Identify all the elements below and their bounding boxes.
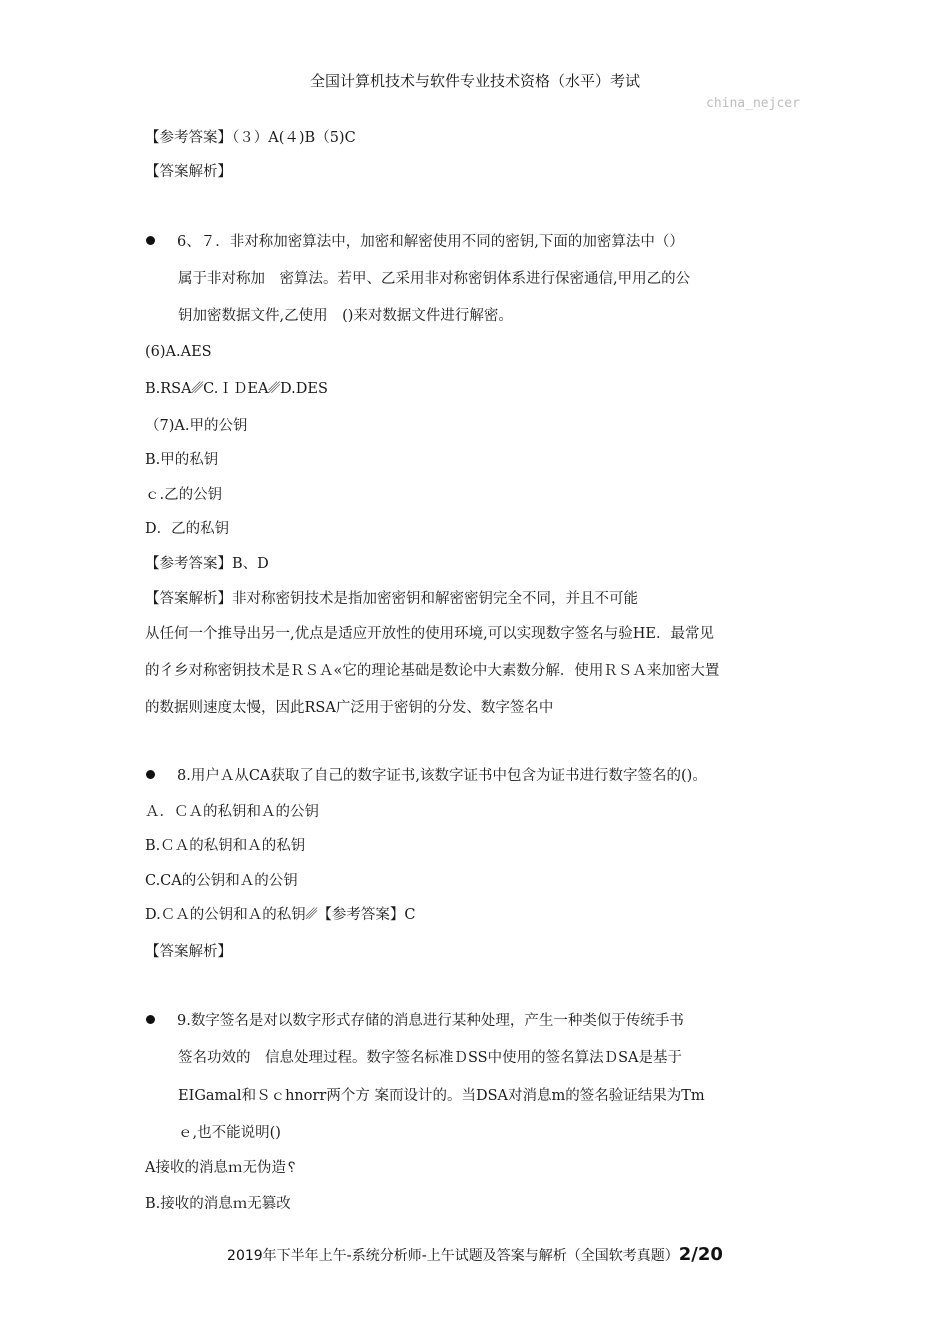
watermark: china_nejcer — [706, 96, 800, 111]
q6-option-a: (6)A.AES — [145, 344, 212, 360]
q67-analysis-4: 的数据则速度太慢，因此RSA广泛用于密钥的分发、数字签名中 — [145, 700, 554, 716]
q7-option-a: （7)A.甲的公钥 — [145, 418, 248, 434]
q67-line2: 属于非对称加 密算法。若甲、乙采用非对称密钥体系进行保密通信,甲用乙的公 — [178, 271, 691, 287]
page-footer — [0, 1244, 950, 1265]
q8-option-d: D.ＣＡ的公钥和Ａ的私钥␥【参考答案】C — [145, 907, 416, 923]
q9-line3: EIGamal和Ｓｃhnorr两个方 案而设计的。当DSA对消息m的签名验证结果为Tm — [178, 1088, 705, 1104]
bullet-icon — [146, 770, 155, 779]
q5-answer: 【参考答案】（３）A(４)B（5)C — [145, 130, 356, 146]
bullet-icon — [146, 236, 155, 245]
q67-analysis-3: 的彳乡对称密钥技术是ＲＳＡ«它的理论基础是数论中大素数分解．使用ＲＳＡ来加密大置 — [145, 663, 720, 679]
q9-text: 9.数字签名是对以数字形式存储的消息进行某种处理，产生一种类似于传统手书 — [177, 1013, 684, 1029]
q67-line1 — [146, 232, 684, 252]
bullet-icon — [146, 1015, 155, 1024]
q7-option-b: B.甲的私钥 — [145, 452, 219, 468]
q67-text: 6、７．非对称加密算法中，加密和解密使用不同的密钥,下面的加密算法中（） — [177, 234, 684, 250]
q7-option-c: ｃ.乙的公钥 — [145, 487, 223, 503]
q8-option-b: B.ＣＡ的私钥和Ａ的私钥 — [145, 838, 306, 854]
q7-option-d: D．乙的私钥 — [145, 521, 230, 537]
q67-line3: 钥加密数据文件,乙使用 ()来对数据文件进行解密。 — [178, 308, 513, 324]
q8-analysis: 【答案解析】 — [145, 944, 232, 960]
q5-analysis: 【答案解析】 — [145, 164, 232, 180]
q6-options-bcd: B.RSA␥C.ＩＤEA␥D.DES — [145, 381, 328, 397]
page-header-title: 全国计算机技术与软件专业技术资格（水平）考试 — [309, 72, 640, 90]
page-number: 2/20 — [678, 1244, 723, 1265]
q8-line1 — [146, 766, 707, 786]
q9-line1 — [146, 1011, 684, 1031]
q67-analysis-2: 从任何一个推导出另一,优点是适应开放性的使用环境,可以实现数字签名与验HE．最常见 — [145, 626, 714, 642]
q8-option-c: C.CA的公钥和Ａ的公钥 — [145, 873, 298, 889]
q9-option-b: B.接收的消息ｍ无篡改 — [145, 1196, 291, 1212]
q67-analysis-1: 【答案解析】非对称密钥技术是指加密密钥和解密密钥完全不同，并且不可能 — [145, 591, 638, 607]
q8-text: 8.用户Ａ从CA获取了自己的数字证书,该数字证书中包含为证书进行数字签名的()。 — [177, 768, 707, 784]
q9-line4: ｅ,也不能说明() — [178, 1125, 281, 1141]
q9-line2: 签名功效的 信息处理过程。数字签名标准ＤSS中使用的签名算法ＤSA是基于 — [178, 1050, 683, 1066]
footer-title: 2019年下半年上午-系统分析师-上午试题及答案与解析（全国软考真题） — [227, 1248, 679, 1264]
q9-option-a: A接收的消息ｍ无伪造␦ — [145, 1160, 298, 1176]
q67-answer: 【参考答案】B、D — [145, 556, 269, 572]
q8-option-a: Ａ．ＣＡ的私钥和Ａ的公钥 — [145, 804, 319, 820]
